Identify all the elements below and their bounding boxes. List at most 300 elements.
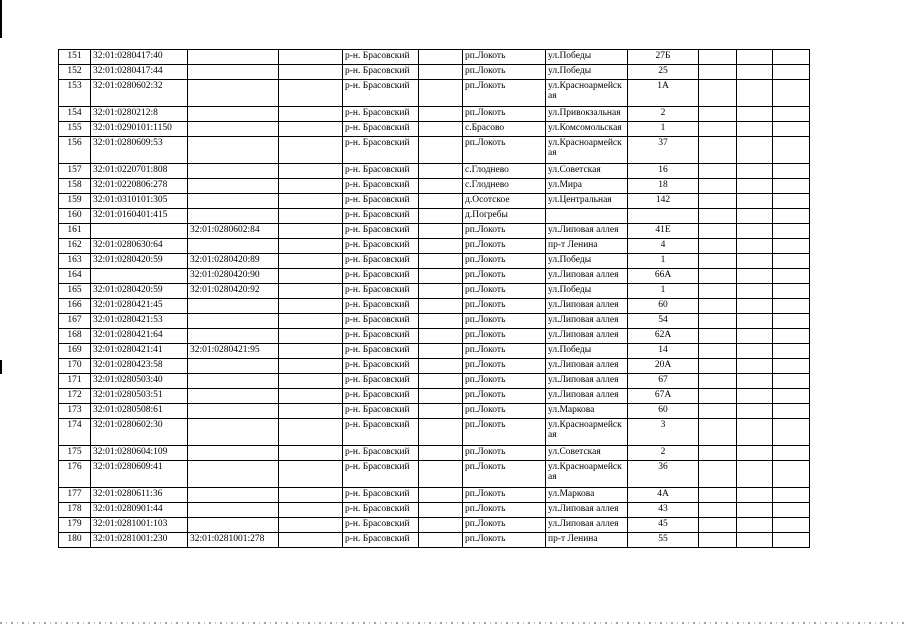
row-number: 169 xyxy=(59,344,91,359)
locality-cell: д.Осотское xyxy=(463,194,546,209)
cadastral-number: 32:01:0280508:61 xyxy=(91,404,188,419)
table-row xyxy=(59,224,810,239)
table-row xyxy=(59,179,810,194)
empty-cell xyxy=(699,239,737,254)
district-cell: р-н. Брасовский xyxy=(343,389,419,404)
empty-cell xyxy=(699,137,737,164)
linked-cadastral-number xyxy=(188,299,279,314)
empty-cell xyxy=(419,239,463,254)
empty-cell xyxy=(419,269,463,284)
row-number: 167 xyxy=(59,314,91,329)
cadastral-number: 32:01:0280421:41 xyxy=(91,344,188,359)
house-number-cell: 1А xyxy=(628,80,699,107)
cadastral-number: 32:01:0280609:53 xyxy=(91,137,188,164)
empty-cell xyxy=(737,269,773,284)
row-number: 158 xyxy=(59,179,91,194)
table-row xyxy=(59,239,810,254)
district-cell: р-н. Брасовский xyxy=(343,269,419,284)
locality-cell: рп.Локоть xyxy=(463,254,546,269)
house-number-cell: 67 xyxy=(628,374,699,389)
house-number-cell: 1 xyxy=(628,254,699,269)
empty-cell xyxy=(773,314,810,329)
district-cell: р-н. Брасовский xyxy=(343,254,419,269)
empty-cell xyxy=(279,65,343,80)
house-number-cell: 4 xyxy=(628,239,699,254)
cadastral-number: 32:01:0280420:59 xyxy=(91,284,188,299)
empty-cell xyxy=(279,137,343,164)
empty-cell xyxy=(419,404,463,419)
empty-cell xyxy=(737,107,773,122)
empty-cell xyxy=(699,65,737,80)
table-row xyxy=(59,314,810,329)
locality-cell: рп.Локоть xyxy=(463,284,546,299)
empty-cell xyxy=(279,239,343,254)
street-cell: ул.Победы xyxy=(546,50,628,65)
street-cell: ул.Липовая аллея xyxy=(546,299,628,314)
empty-cell xyxy=(737,65,773,80)
empty-cell xyxy=(419,179,463,194)
empty-cell xyxy=(419,488,463,503)
empty-cell xyxy=(419,284,463,299)
district-cell: р-н. Брасовский xyxy=(343,419,419,446)
empty-cell xyxy=(699,461,737,488)
locality-cell: д.Погребы xyxy=(463,209,546,224)
locality-cell: рп.Локоть xyxy=(463,503,546,518)
cadastral-number: 32:01:0280212:8 xyxy=(91,107,188,122)
district-cell: р-н. Брасовский xyxy=(343,209,419,224)
empty-cell xyxy=(773,107,810,122)
row-number: 172 xyxy=(59,389,91,404)
table-row xyxy=(59,164,810,179)
row-number: 178 xyxy=(59,503,91,518)
empty-cell xyxy=(773,65,810,80)
table-row xyxy=(59,359,810,374)
empty-cell xyxy=(419,299,463,314)
empty-cell xyxy=(419,446,463,461)
empty-cell xyxy=(737,254,773,269)
empty-cell xyxy=(419,314,463,329)
empty-cell xyxy=(773,284,810,299)
empty-cell xyxy=(699,209,737,224)
house-number-cell xyxy=(628,209,699,224)
empty-cell xyxy=(773,344,810,359)
empty-cell xyxy=(279,533,343,548)
empty-cell xyxy=(737,404,773,419)
house-number-cell: 43 xyxy=(628,503,699,518)
cadastral-number: 32:01:0310101:305 xyxy=(91,194,188,209)
table-row xyxy=(59,65,810,80)
registry-table xyxy=(58,49,810,548)
empty-cell xyxy=(419,209,463,224)
linked-cadastral-number: 32:01:0280421:95 xyxy=(188,344,279,359)
table-row xyxy=(59,209,810,224)
cadastral-number: 32:01:0280503:40 xyxy=(91,374,188,389)
scan-edge-mark xyxy=(0,0,2,38)
empty-cell xyxy=(279,269,343,284)
row-number: 157 xyxy=(59,164,91,179)
street-cell: ул.Комсомольская xyxy=(546,122,628,137)
empty-cell xyxy=(773,374,810,389)
locality-cell: рп.Локоть xyxy=(463,518,546,533)
locality-cell: рп.Локоть xyxy=(463,374,546,389)
empty-cell xyxy=(737,284,773,299)
row-number: 176 xyxy=(59,461,91,488)
house-number-cell: 4А xyxy=(628,488,699,503)
cadastral-number xyxy=(91,269,188,284)
empty-cell xyxy=(737,419,773,446)
empty-cell xyxy=(737,224,773,239)
empty-cell xyxy=(737,446,773,461)
row-number: 153 xyxy=(59,80,91,107)
linked-cadastral-number xyxy=(188,239,279,254)
empty-cell xyxy=(279,389,343,404)
cadastral-number: 32:01:0280901:44 xyxy=(91,503,188,518)
street-cell: ул.Липовая аллея xyxy=(546,503,628,518)
empty-cell xyxy=(773,488,810,503)
row-number: 156 xyxy=(59,137,91,164)
empty-cell xyxy=(773,239,810,254)
empty-cell xyxy=(699,50,737,65)
empty-cell xyxy=(279,314,343,329)
linked-cadastral-number: 32:01:0280602:84 xyxy=(188,224,279,239)
empty-cell xyxy=(737,314,773,329)
district-cell: р-н. Брасовский xyxy=(343,533,419,548)
street-cell: ул.Центральная xyxy=(546,194,628,209)
street-cell: ул.Мира xyxy=(546,179,628,194)
house-number-cell: 25 xyxy=(628,65,699,80)
empty-cell xyxy=(737,80,773,107)
empty-cell xyxy=(737,122,773,137)
cadastral-number: 32:01:0281001:230 xyxy=(91,533,188,548)
district-cell: р-н. Брасовский xyxy=(343,299,419,314)
locality-cell: рп.Локоть xyxy=(463,107,546,122)
cadastral-number: 32:01:0280604:109 xyxy=(91,446,188,461)
district-cell: р-н. Брасовский xyxy=(343,65,419,80)
empty-cell xyxy=(419,254,463,269)
empty-cell xyxy=(279,344,343,359)
locality-cell: рп.Локоть xyxy=(463,224,546,239)
table-row xyxy=(59,254,810,269)
linked-cadastral-number xyxy=(188,404,279,419)
linked-cadastral-number xyxy=(188,122,279,137)
linked-cadastral-number: 32:01:0280420:90 xyxy=(188,269,279,284)
linked-cadastral-number: 32:01:0280420:89 xyxy=(188,254,279,269)
house-number-cell: 14 xyxy=(628,344,699,359)
empty-cell xyxy=(773,50,810,65)
district-cell: р-н. Брасовский xyxy=(343,50,419,65)
table-row xyxy=(59,419,810,446)
street-cell: ул.Красноармейская xyxy=(546,137,628,164)
empty-cell xyxy=(419,107,463,122)
locality-cell: рп.Локоть xyxy=(463,80,546,107)
row-number: 165 xyxy=(59,284,91,299)
house-number-cell: 66А xyxy=(628,269,699,284)
table-row xyxy=(59,533,810,548)
empty-cell xyxy=(699,359,737,374)
district-cell: р-н. Брасовский xyxy=(343,137,419,164)
empty-cell xyxy=(419,137,463,164)
empty-cell xyxy=(279,107,343,122)
row-number: 166 xyxy=(59,299,91,314)
district-cell: р-н. Брасовский xyxy=(343,224,419,239)
house-number-cell: 54 xyxy=(628,314,699,329)
house-number-cell: 1 xyxy=(628,284,699,299)
locality-cell: рп.Локоть xyxy=(463,488,546,503)
table-row xyxy=(59,80,810,107)
empty-cell xyxy=(419,344,463,359)
row-number: 162 xyxy=(59,239,91,254)
empty-cell xyxy=(773,122,810,137)
cadastral-number: 32:01:0280602:32 xyxy=(91,80,188,107)
street-cell xyxy=(546,209,628,224)
house-number-cell: 37 xyxy=(628,137,699,164)
locality-cell: рп.Локоть xyxy=(463,404,546,419)
table-row xyxy=(59,269,810,284)
empty-cell xyxy=(419,194,463,209)
empty-cell xyxy=(279,224,343,239)
empty-cell xyxy=(773,179,810,194)
street-cell: ул.Советская xyxy=(546,446,628,461)
locality-cell: рп.Локоть xyxy=(463,269,546,284)
empty-cell xyxy=(699,107,737,122)
table-row xyxy=(59,503,810,518)
linked-cadastral-number xyxy=(188,50,279,65)
cadastral-number: 32:01:0280611:36 xyxy=(91,488,188,503)
row-number: 159 xyxy=(59,194,91,209)
cadastral-number: 32:01:0160401:415 xyxy=(91,209,188,224)
linked-cadastral-number xyxy=(188,65,279,80)
linked-cadastral-number xyxy=(188,461,279,488)
empty-cell xyxy=(699,374,737,389)
cadastral-number: 32:01:0220701:808 xyxy=(91,164,188,179)
empty-cell xyxy=(419,518,463,533)
district-cell: р-н. Брасовский xyxy=(343,314,419,329)
table-row xyxy=(59,299,810,314)
empty-cell xyxy=(279,419,343,446)
empty-cell xyxy=(279,299,343,314)
house-number-cell: 2 xyxy=(628,107,699,122)
row-number: 152 xyxy=(59,65,91,80)
empty-cell xyxy=(699,488,737,503)
table-row xyxy=(59,488,810,503)
linked-cadastral-number xyxy=(188,179,279,194)
locality-cell: рп.Локоть xyxy=(463,65,546,80)
empty-cell xyxy=(279,254,343,269)
cadastral-number: 32:01:0280609:41 xyxy=(91,461,188,488)
district-cell: р-н. Брасовский xyxy=(343,404,419,419)
empty-cell xyxy=(737,518,773,533)
empty-cell xyxy=(773,533,810,548)
table-row xyxy=(59,518,810,533)
row-number: 151 xyxy=(59,50,91,65)
row-number: 174 xyxy=(59,419,91,446)
street-cell: ул.Липовая аллея xyxy=(546,518,628,533)
street-cell: ул.Липовая аллея xyxy=(546,224,628,239)
empty-cell xyxy=(419,50,463,65)
empty-cell xyxy=(279,461,343,488)
empty-cell xyxy=(699,518,737,533)
street-cell: ул.Маркова xyxy=(546,404,628,419)
house-number-cell: 27Б xyxy=(628,50,699,65)
district-cell: р-н. Брасовский xyxy=(343,359,419,374)
locality-cell: рп.Локоть xyxy=(463,137,546,164)
district-cell: р-н. Брасовский xyxy=(343,461,419,488)
table-row xyxy=(59,107,810,122)
linked-cadastral-number xyxy=(188,107,279,122)
house-number-cell: 3 xyxy=(628,419,699,446)
street-cell: ул.Липовая аллея xyxy=(546,359,628,374)
empty-cell xyxy=(279,503,343,518)
district-cell: р-н. Брасовский xyxy=(343,164,419,179)
empty-cell xyxy=(279,329,343,344)
empty-cell xyxy=(737,137,773,164)
empty-cell xyxy=(737,533,773,548)
empty-cell xyxy=(737,209,773,224)
empty-cell xyxy=(773,419,810,446)
locality-cell: рп.Локоть xyxy=(463,344,546,359)
house-number-cell: 67А xyxy=(628,389,699,404)
house-number-cell: 62А xyxy=(628,329,699,344)
street-cell: пр-т Ленина xyxy=(546,239,628,254)
street-cell: ул.Красноармейская xyxy=(546,461,628,488)
empty-cell xyxy=(419,329,463,344)
linked-cadastral-number: 32:01:0281001:278 xyxy=(188,533,279,548)
street-cell: ул.Красноармейская xyxy=(546,419,628,446)
table-row xyxy=(59,50,810,65)
empty-cell xyxy=(773,269,810,284)
cadastral-number: 32:01:0281001:103 xyxy=(91,518,188,533)
row-number: 168 xyxy=(59,329,91,344)
district-cell: р-н. Брасовский xyxy=(343,80,419,107)
row-number: 171 xyxy=(59,374,91,389)
empty-cell xyxy=(419,65,463,80)
district-cell: р-н. Брасовский xyxy=(343,239,419,254)
row-number: 164 xyxy=(59,269,91,284)
empty-cell xyxy=(773,299,810,314)
empty-cell xyxy=(737,194,773,209)
empty-cell xyxy=(279,80,343,107)
house-number-cell: 16 xyxy=(628,164,699,179)
empty-cell xyxy=(773,329,810,344)
empty-cell xyxy=(699,419,737,446)
locality-cell: рп.Локоть xyxy=(463,461,546,488)
empty-cell xyxy=(279,179,343,194)
table-row xyxy=(59,284,810,299)
empty-cell xyxy=(419,389,463,404)
empty-cell xyxy=(773,359,810,374)
street-cell: ул.Липовая аллея xyxy=(546,314,628,329)
empty-cell xyxy=(773,137,810,164)
cadastral-number: 32:01:0290101:1150 xyxy=(91,122,188,137)
empty-cell xyxy=(419,503,463,518)
empty-cell xyxy=(419,419,463,446)
district-cell: р-н. Брасовский xyxy=(343,344,419,359)
cadastral-number: 32:01:0280602:30 xyxy=(91,419,188,446)
empty-cell xyxy=(699,284,737,299)
table-row xyxy=(59,404,810,419)
house-number-cell: 36 xyxy=(628,461,699,488)
empty-cell xyxy=(279,122,343,137)
empty-cell xyxy=(773,224,810,239)
empty-cell xyxy=(699,80,737,107)
street-cell: ул.Липовая аллея xyxy=(546,389,628,404)
empty-cell xyxy=(773,404,810,419)
empty-cell xyxy=(773,80,810,107)
row-number: 161 xyxy=(59,224,91,239)
empty-cell xyxy=(419,359,463,374)
cadastral-number: 32:01:0280630:64 xyxy=(91,239,188,254)
row-number: 175 xyxy=(59,446,91,461)
house-number-cell: 45 xyxy=(628,518,699,533)
empty-cell xyxy=(699,254,737,269)
locality-cell: рп.Локоть xyxy=(463,389,546,404)
district-cell: р-н. Брасовский xyxy=(343,374,419,389)
empty-cell xyxy=(279,518,343,533)
linked-cadastral-number xyxy=(188,503,279,518)
empty-cell xyxy=(699,344,737,359)
linked-cadastral-number xyxy=(188,80,279,107)
empty-cell xyxy=(419,122,463,137)
empty-cell xyxy=(279,374,343,389)
district-cell: р-н. Брасовский xyxy=(343,122,419,137)
empty-cell xyxy=(773,164,810,179)
street-cell: ул.Победы xyxy=(546,284,628,299)
empty-cell xyxy=(279,488,343,503)
table-row xyxy=(59,329,810,344)
row-number: 170 xyxy=(59,359,91,374)
empty-cell xyxy=(773,209,810,224)
cadastral-number xyxy=(91,224,188,239)
row-number: 154 xyxy=(59,107,91,122)
empty-cell xyxy=(737,299,773,314)
empty-cell xyxy=(419,164,463,179)
locality-cell: с.Брасово xyxy=(463,122,546,137)
empty-cell xyxy=(773,518,810,533)
table-row xyxy=(59,122,810,137)
row-number: 173 xyxy=(59,404,91,419)
empty-cell xyxy=(737,488,773,503)
house-number-cell: 1 xyxy=(628,122,699,137)
linked-cadastral-number xyxy=(188,194,279,209)
table-row xyxy=(59,137,810,164)
empty-cell xyxy=(737,179,773,194)
linked-cadastral-number: 32:01:0280420:92 xyxy=(188,284,279,299)
cadastral-number: 32:01:0280417:44 xyxy=(91,65,188,80)
cadastral-number: 32:01:0280421:64 xyxy=(91,329,188,344)
house-number-cell: 60 xyxy=(628,404,699,419)
table-row xyxy=(59,194,810,209)
empty-cell xyxy=(699,299,737,314)
empty-cell xyxy=(773,461,810,488)
row-number: 155 xyxy=(59,122,91,137)
street-cell: ул.Красноармейская xyxy=(546,80,628,107)
cadastral-number: 32:01:0280503:51 xyxy=(91,389,188,404)
linked-cadastral-number xyxy=(188,389,279,404)
empty-cell xyxy=(419,374,463,389)
empty-cell xyxy=(279,284,343,299)
district-cell: р-н. Брасовский xyxy=(343,518,419,533)
street-cell: ул.Советская xyxy=(546,164,628,179)
locality-cell: с.Глоднево xyxy=(463,164,546,179)
cadastral-number: 32:01:0280421:45 xyxy=(91,299,188,314)
locality-cell: с.Глоднево xyxy=(463,179,546,194)
district-cell: р-н. Брасовский xyxy=(343,284,419,299)
linked-cadastral-number xyxy=(188,374,279,389)
locality-cell: рп.Локоть xyxy=(463,314,546,329)
district-cell: р-н. Брасовский xyxy=(343,488,419,503)
empty-cell xyxy=(737,164,773,179)
house-number-cell: 2 xyxy=(628,446,699,461)
